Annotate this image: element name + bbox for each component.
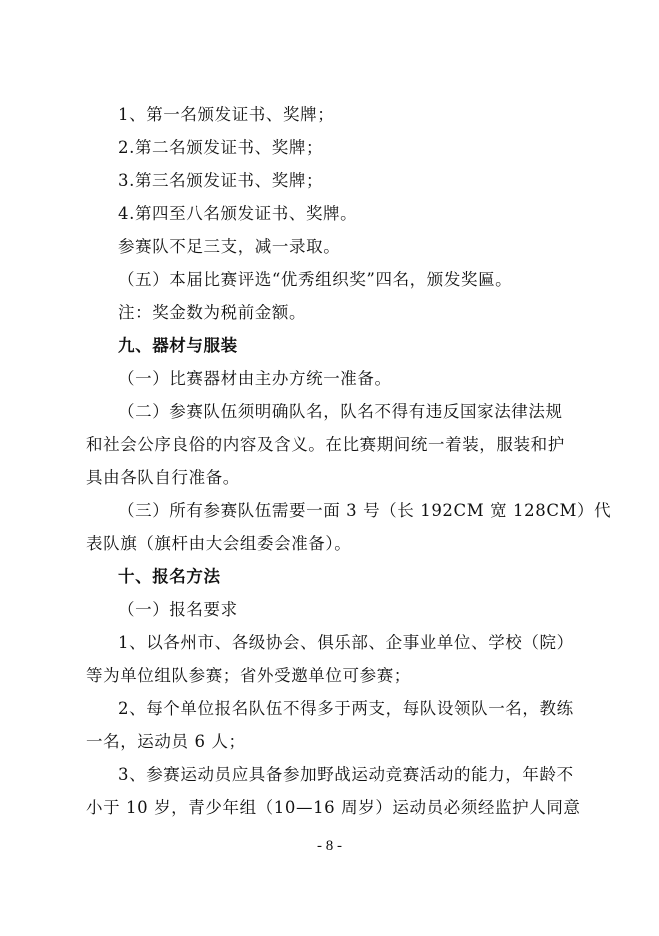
page-number: - 8 - <box>317 838 342 854</box>
registration-item-3-line-1: 3、参赛运动员应具备参加野战运动竞赛活动的能力，年龄不 <box>118 765 574 784</box>
registration-item-1-line-1: 1、以各州市、各级协会、俱乐部、企事业单位、学校（院） <box>118 633 574 652</box>
registration-item-2-line-2: 一名，运动员 6 人； <box>86 732 246 751</box>
equipment-item-3-line-1: （三）所有参赛队伍需要一面 3 号（长 192CM 宽 128CM）代 <box>118 501 612 520</box>
equipment-item-2-line-3: 具由各队自行准备。 <box>86 468 240 487</box>
section-heading-registration: 十、报名方法 <box>118 567 221 586</box>
award-first-place: 1、第一名颁发证书、奖牌； <box>118 105 335 124</box>
registration-item-1-line-2: 等为单位组队参赛；省外受邀单位可参赛； <box>86 666 411 685</box>
registration-item-3-line-2: 小于 10 岁，青少年组（10—16 周岁）运动员必须经监护人同意 <box>86 798 581 817</box>
registration-subheading: （一）报名要求 <box>118 600 238 619</box>
equipment-item-2-line-2: 和社会公序良俗的内容及含义。在比赛期间统一着装，服装和护 <box>86 435 565 454</box>
equipment-item-3-line-2: 表队旗（旗杆由大会组委会准备）。 <box>86 534 352 553</box>
organization-award: （五）本届比赛评选“优秀组织奖”四名，颁发奖匾。 <box>118 270 513 289</box>
equipment-item-1: （一）比赛器材由主办方统一准备。 <box>118 369 392 388</box>
equipment-item-2-line-1: （二）参赛队伍须明确队名，队名不得有违反国家法律法规 <box>118 402 563 421</box>
award-fourth-to-eighth: 4.第四至八名颁发证书、奖牌。 <box>118 204 358 223</box>
award-third-place: 3.第三名颁发证书、奖牌； <box>118 171 324 190</box>
registration-item-2-line-1: 2、每个单位报名队伍不得多于两支，每队设领队一名，教练 <box>118 699 574 718</box>
award-second-place: 2.第二名颁发证书、奖牌； <box>118 138 324 157</box>
section-heading-equipment: 九、器材与服装 <box>118 336 238 355</box>
team-shortage-note: 参赛队不足三支，减一录取。 <box>118 237 341 256</box>
tax-note: 注：奖金数为税前金额。 <box>118 303 307 322</box>
